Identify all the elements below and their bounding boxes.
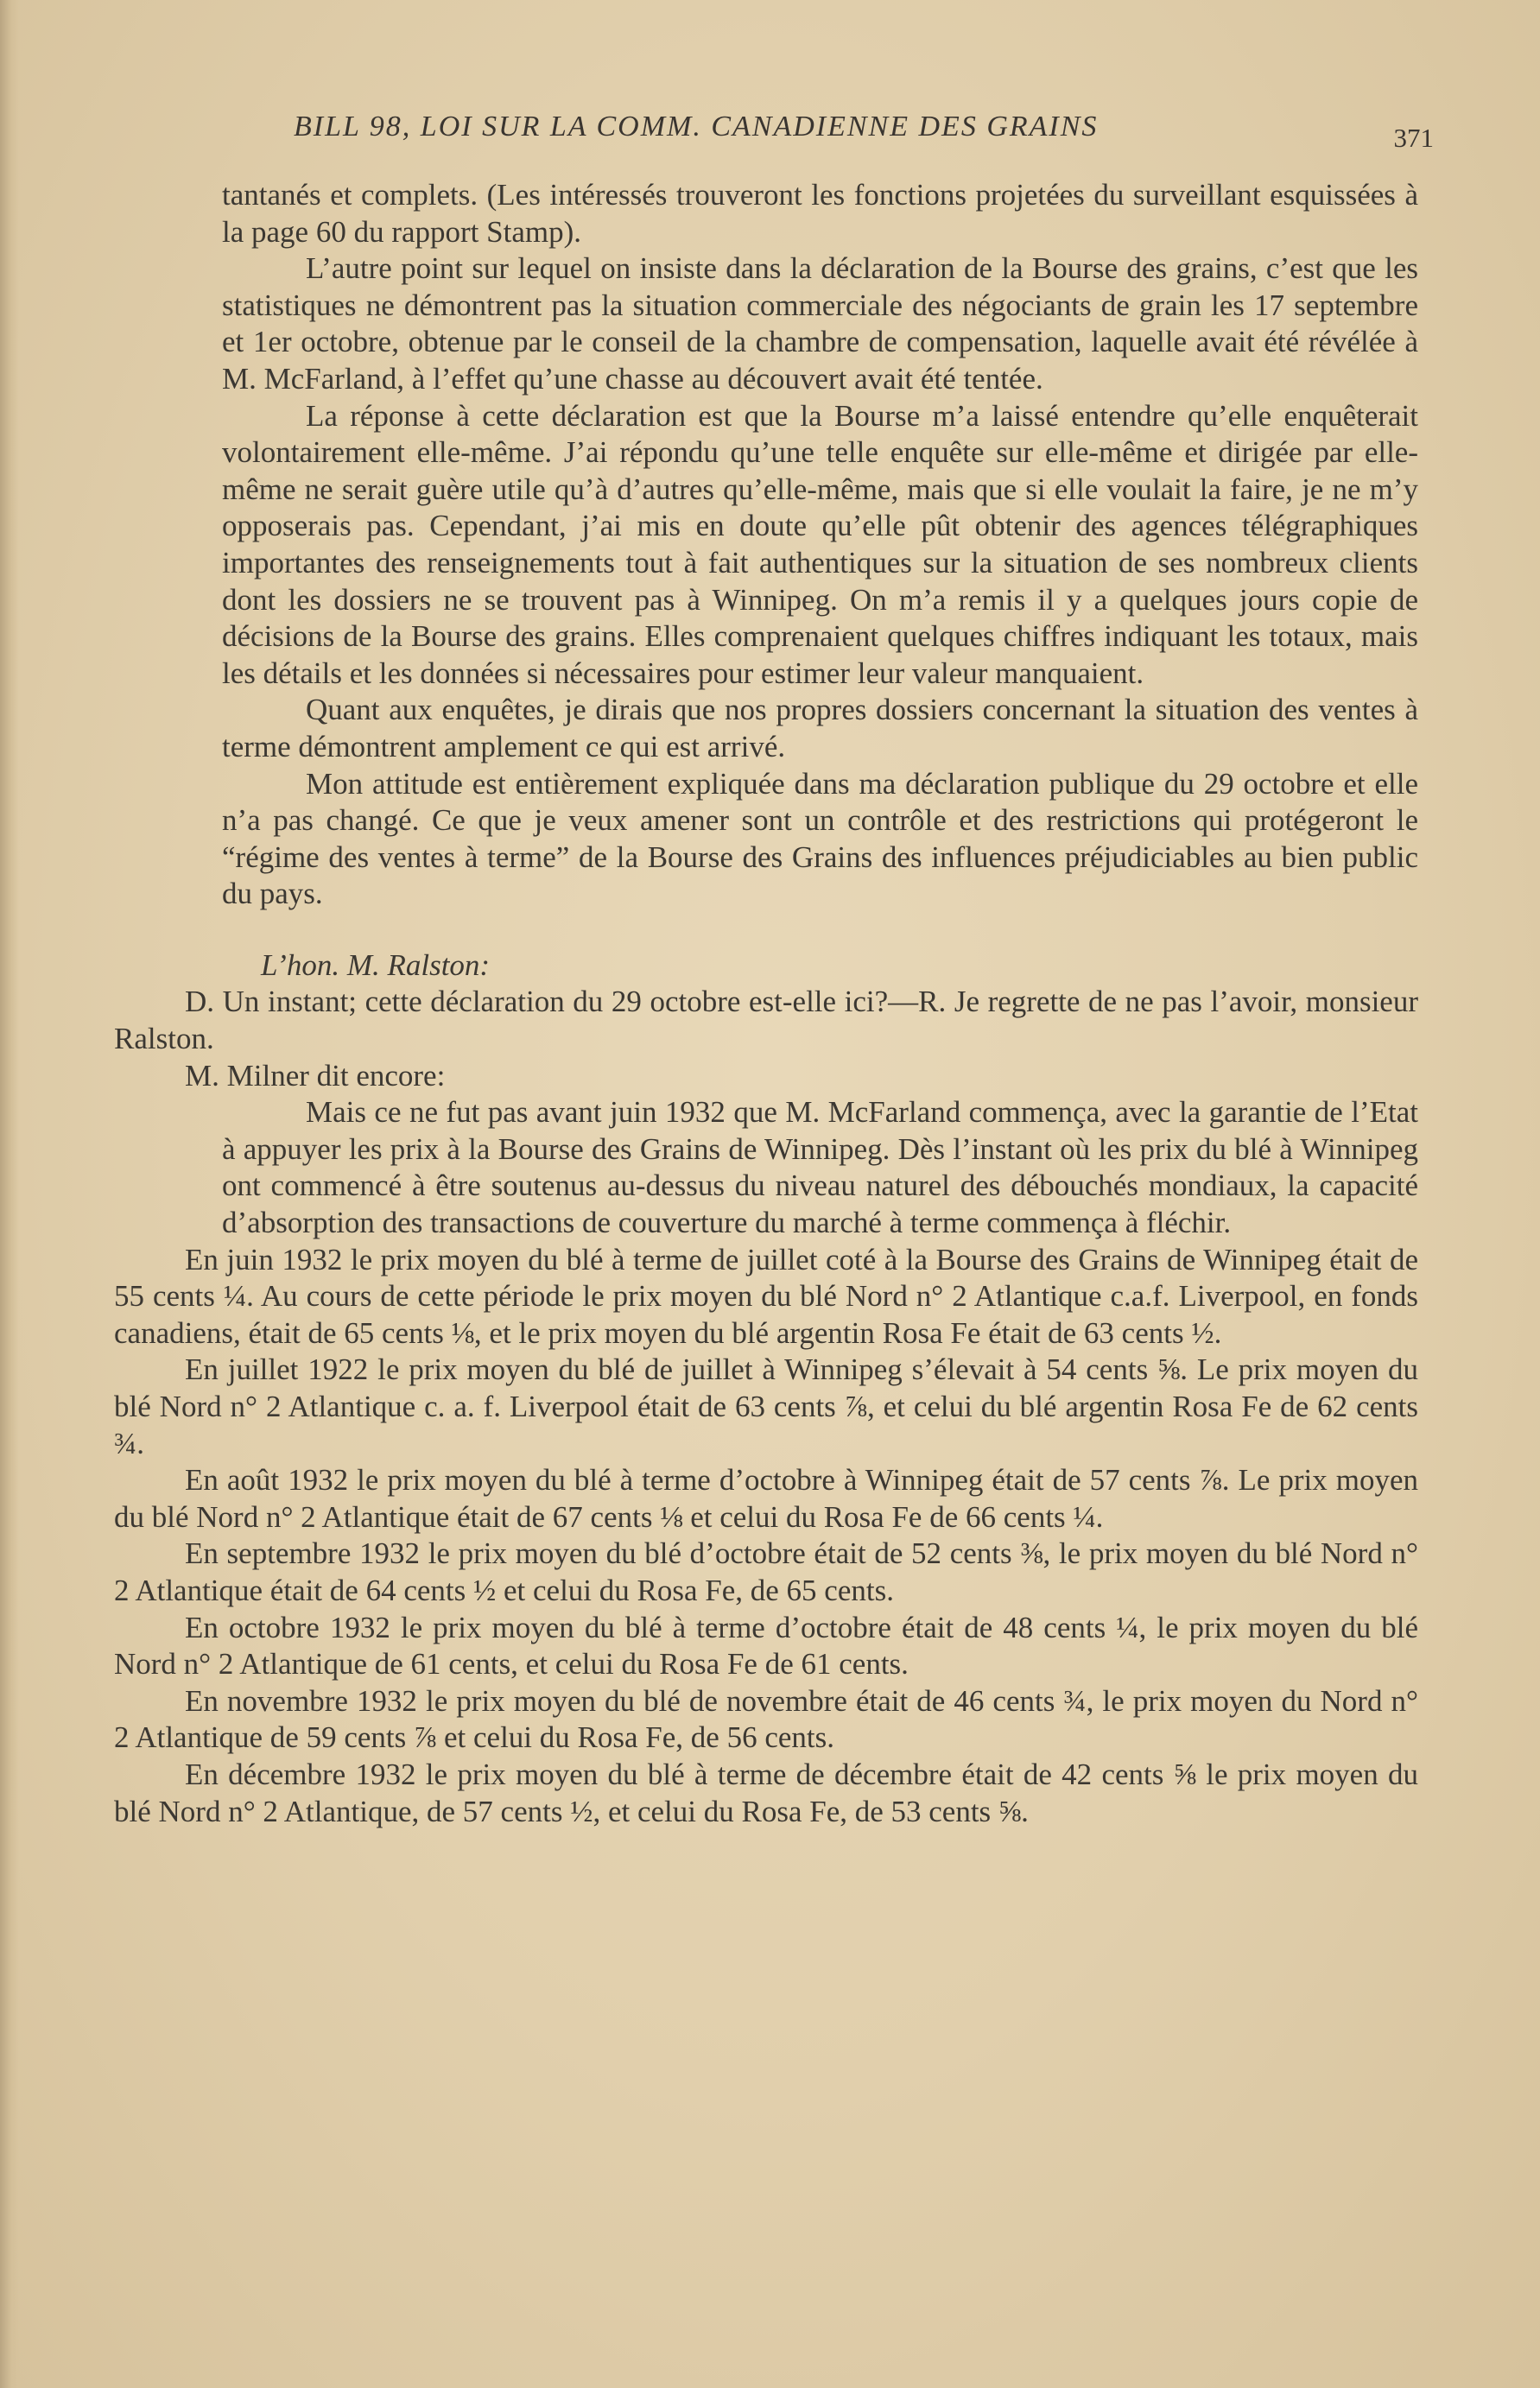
running-title: BILL 98, LOI SUR LA COMM. CANADIENNE DES GRAINS [294,111,1099,143]
running-header [112,111,1434,162]
quote-paragraph: L’autre point sur lequel on insiste dans la déclaration de la Bourse des grains, c’est que les statistiques ne démontrent pas la situation commerciale des négociants de grain les 17 septembre et 1er octobre, obtenue par le conseil de la chambre de compensation, laquelle avait été révélée à M. McFarland, à l’effet qu’une chasse au découvert avait été tentée. [222,251,1418,396]
quote-paragraph: Mais ce ne fut pas avant juin 1932 que M. McFarland commença, avec la garantie de l’Etat à appuyer les prix à la Bourse des Grains de Winnipeg. Dès l’instant où les prix du blé à Winnipeg ont commencé à être soutenus au-dessus du niveau naturel des débouchés mondiaux, la capacité d’absorption des transactions de couverture du marché à terme commença à fléchir. [222,1095,1418,1240]
price-paragraph-august: En août 1932 le prix moyen du blé à terme d’octobre à Winnipeg était de 57 cents ⅞. Le prix moyen du blé Nord n° 2 Atlantique était de 67 cents ⅛ et celui du Rosa Fe de 66 cents ¼. [114,1463,1418,1534]
quote-paragraph: Quant aux enquêtes, je dirais que nos propres dossiers concernant la situation des ventes à terme démontrent amplement ce qui est arrivé. [222,693,1418,763]
page-number: 371 [1393,123,1434,153]
price-paragraph-september: En septembre 1932 le prix moyen du blé d’octobre était de 52 cents ⅜, le prix moyen du blé Nord n° 2 Atlantique était de 64 cents ½ et celui du Rosa Fe, de 65 cents. [114,1536,1418,1607]
speaker-heading: L’hon. M. Ralston: [261,947,491,982]
question-answer: D. Un instant; cette déclaration du 29 octobre est-elle ici?—R. Je regrette de ne pas l’avoir, monsieur Ralston. [114,985,1418,1056]
price-paragraph-july: En juillet 1922 le prix moyen du blé de juillet à Winnipeg s’élevait à 54 cents ⅝. Le prix moyen du blé Nord n° 2 Atlantique c. a. f. Liverpool était de 63 cents ⅞, et celui du blé argentin Rosa Fe de 62 cents ¾. [114,1352,1418,1460]
price-paragraph-june: En juin 1932 le prix moyen du blé à terme de juillet coté à la Bourse des Grains de Winnipeg était de 55 cents ¼. Au cours de cette période le prix moyen du blé Nord n° 2 Atlantique c.a.f. Liverpool, en fonds canadiens, était de 65 cents ⅛, et le prix moyen du blé argentin Rosa Fe était de 63 cents ½. [114,1242,1418,1350]
price-paragraph-november: En novembre 1932 le prix moyen du blé de novembre était de 46 cents ¾, le prix moyen du Nord n° 2 Atlantique de 59 cents ⅞ et celui du Rosa Fe, de 56 cents. [114,1683,1418,1755]
quote-paragraph: tantanés et complets. (Les intéressés trouveront les fonctions projetées du surveillant esquissées à la page 60 du rapport Stamp). [222,178,1418,249]
price-paragraph-october: En octobre 1932 le prix moyen du blé à terme d’octobre était de 48 cents ¼, le prix moyen du blé Nord n° 2 Atlantique de 61 cents, et celui du Rosa Fe de 61 cents. [114,1610,1418,1682]
quote-paragraph: Mon attitude est entièrement expliquée dans ma déclaration publique du 29 octobre et elle n’a pas changé. Ce que je veux amener sont un contrôle et des restrictions qui protégeront le “régime des ventes à terme” de la Bourse des Grains des influences préjudiciables au bien public du pays. [222,766,1418,911]
quote-paragraph: La réponse à cette déclaration est que la Bourse m’a laissé entendre qu’elle enquêterait volontairement elle-même. J’ai répondu qu’une telle enquête sur elle-même et dirigée par elle-même ne serait guère utile qu’à d’autres qu’elle-même, mais que si elle voulait la faire, je ne m’y opposerais pas. Cependant, j’ai mis en doute qu’elle pût obtenir des agences télégraphiques importantes des renseignements tout à fait authentiques sur la situation de ses nombreux clients dont les dossiers ne se trouvent pas à Winnipeg. On m’a remis il y a quelques jours copie de décisions de la Bourse des grains. Elles comprenaient quelques chiffres indiquant les totaux, mais les détails et les données si nécessaires pour estimer leur valeur manquaient. [222,398,1418,690]
page-edge-shadow [0,0,19,2388]
milner-intro: M. Milner dit encore: [185,1058,446,1093]
price-paragraph-december: En décembre 1932 le prix moyen du blé à terme de décembre était de 42 cents ⅝ le prix moyen du blé Nord n° 2 Atlantique, de 57 cents ½, et celui du Rosa Fe, de 53 cents ⅝. [114,1757,1418,1828]
page-body [114,177,1418,1830]
spacer [114,913,1418,947]
